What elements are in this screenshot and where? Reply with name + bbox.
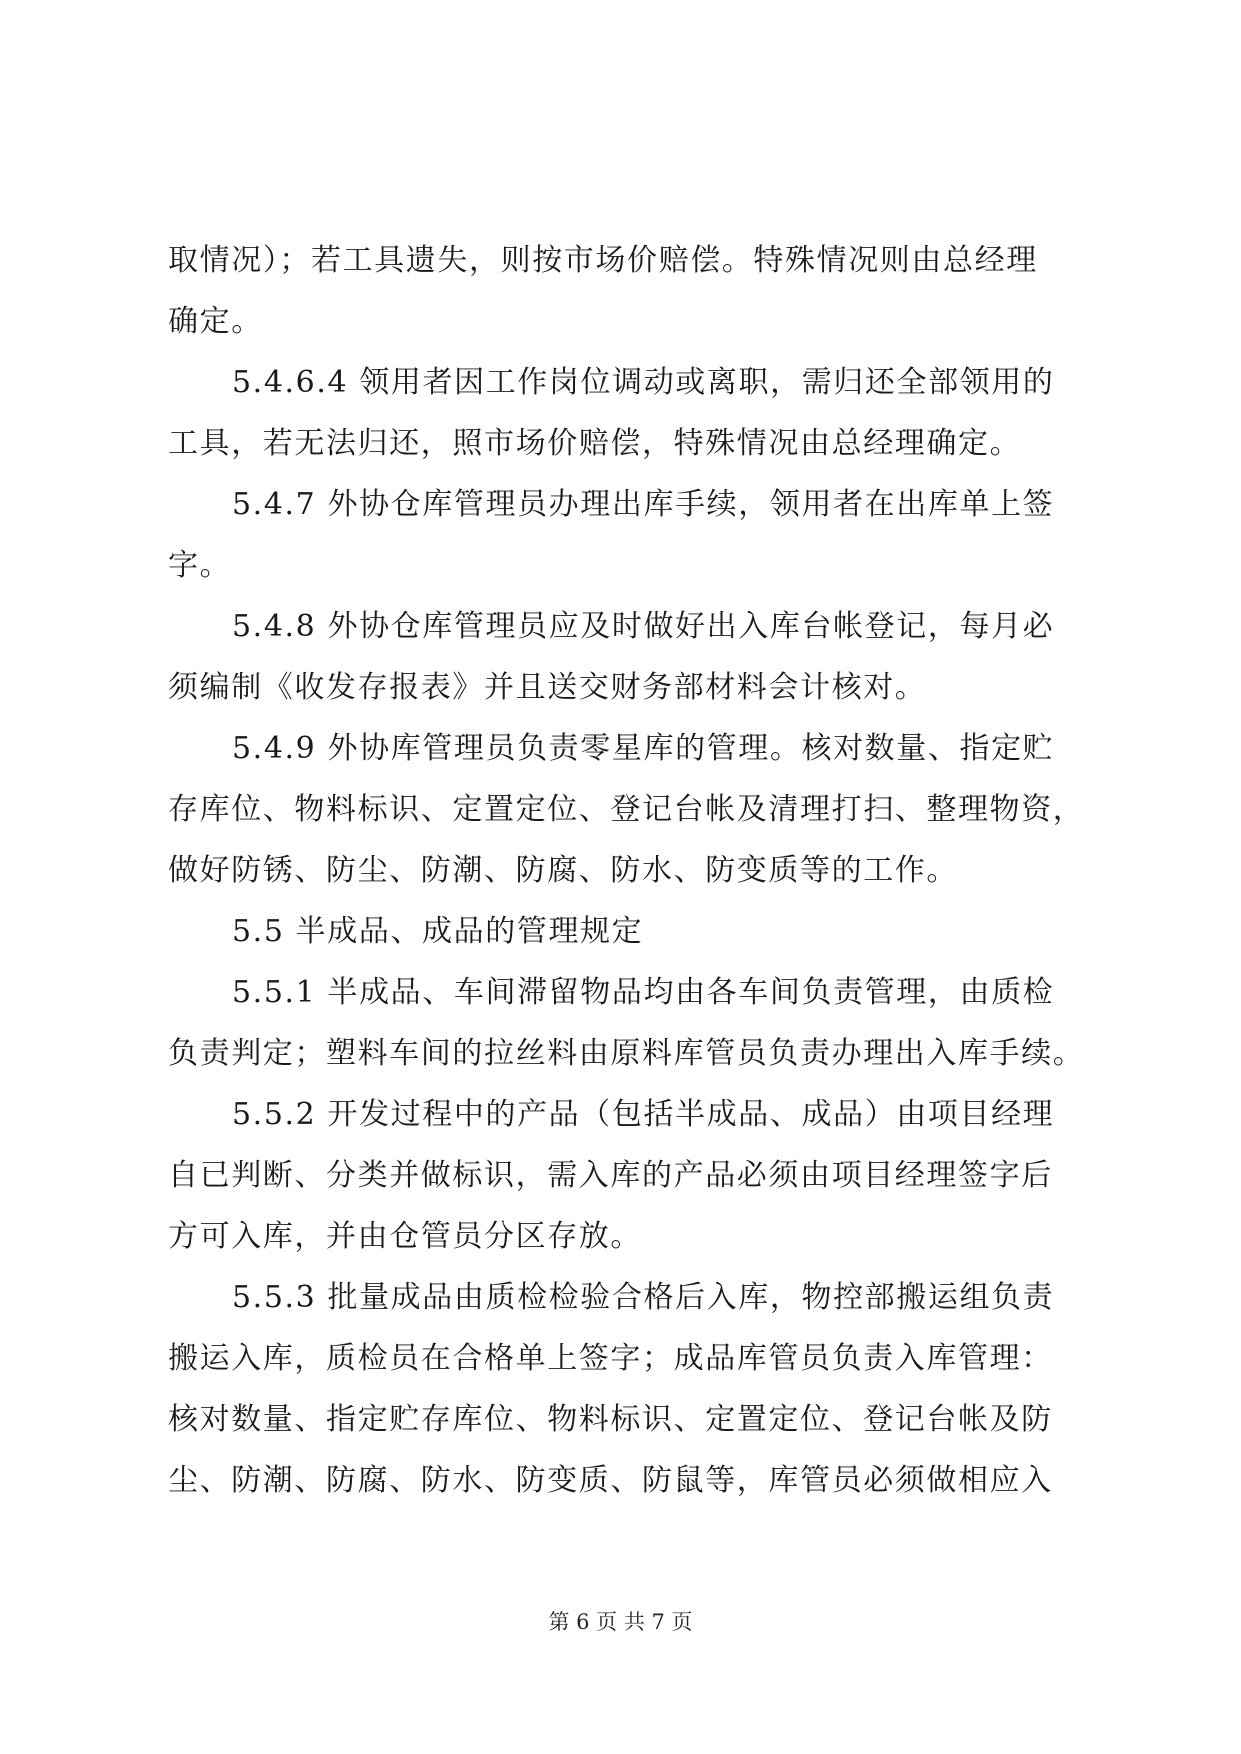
clause-5-4-8: 5.4.8 外协仓库管理员应及时做好出入库台帐登记，每月必 bbox=[232, 609, 1055, 644]
body-line-continuation: 自已判断、分类并做标识，需入库的产品必须由项目经理签字后 bbox=[168, 1158, 1053, 1193]
clause-5-4-6-4: 5.4.6.4 领用者因工作岗位调动或离职，需归还全部领用的 bbox=[232, 365, 1055, 400]
body-line-continuation: 取情况）；若工具遗失，则按市场价赔偿。特殊情况则由总经理 bbox=[168, 243, 1038, 278]
body-line-continuation: 负责判定；塑料车间的拉丝料由原料库管员负责办理出入库手续。 bbox=[168, 1036, 1085, 1071]
body-line-continuation: 做好防锈、防尘、防潮、防腐、防水、防变质等的工作。 bbox=[168, 853, 958, 888]
body-line-continuation: 字。 bbox=[168, 548, 232, 583]
body-line-continuation: 存库位、物料标识、定置定位、登记台帐及清理打扫、整理物资， bbox=[168, 792, 1085, 827]
document-body bbox=[168, 230, 1088, 1511]
body-line-continuation: 确定。 bbox=[168, 304, 263, 339]
clause-5-5-1: 5.5.1 半成品、车间滞留物品均由各车间负责管理，由质检 bbox=[232, 975, 1055, 1010]
body-line-continuation: 尘、防潮、防腐、防水、防变质、防鼠等，库管员必须做相应入 bbox=[168, 1463, 1053, 1498]
clause-5-5-3: 5.5.3 批量成品由质检检验合格后入库，物控部搬运组负责 bbox=[232, 1280, 1055, 1315]
body-line-continuation: 搬运入库，质检员在合格单上签字；成品库管员负责入库管理： bbox=[168, 1341, 1053, 1376]
body-line-continuation: 核对数量、指定贮存库位、物料标识、定置定位、登记台帐及防 bbox=[168, 1402, 1053, 1437]
body-line-continuation: 方可入库，并由仓管员分区存放。 bbox=[168, 1219, 642, 1254]
body-line-continuation: 工具，若无法归还，照市场价赔偿，特殊情况由总经理确定。 bbox=[168, 426, 1022, 461]
clause-5-4-9: 5.4.9 外协库管理员负责零星库的管理。核对数量、指定贮 bbox=[232, 731, 1055, 766]
page-number-footer: 第 6 页 共 7 页 bbox=[548, 1610, 693, 1634]
body-line-continuation: 须编制《收发存报表》并且送交财务部材料会计核对。 bbox=[168, 670, 927, 705]
clause-5-5-2: 5.5.2 开发过程中的产品（包括半成品、成品）由项目经理 bbox=[232, 1097, 1055, 1132]
clause-5-4-7: 5.4.7 外协仓库管理员办理出库手续，领用者在出库单上签 bbox=[232, 487, 1055, 522]
section-heading-5-5: 5.5 半成品、成品的管理规定 bbox=[232, 914, 644, 949]
